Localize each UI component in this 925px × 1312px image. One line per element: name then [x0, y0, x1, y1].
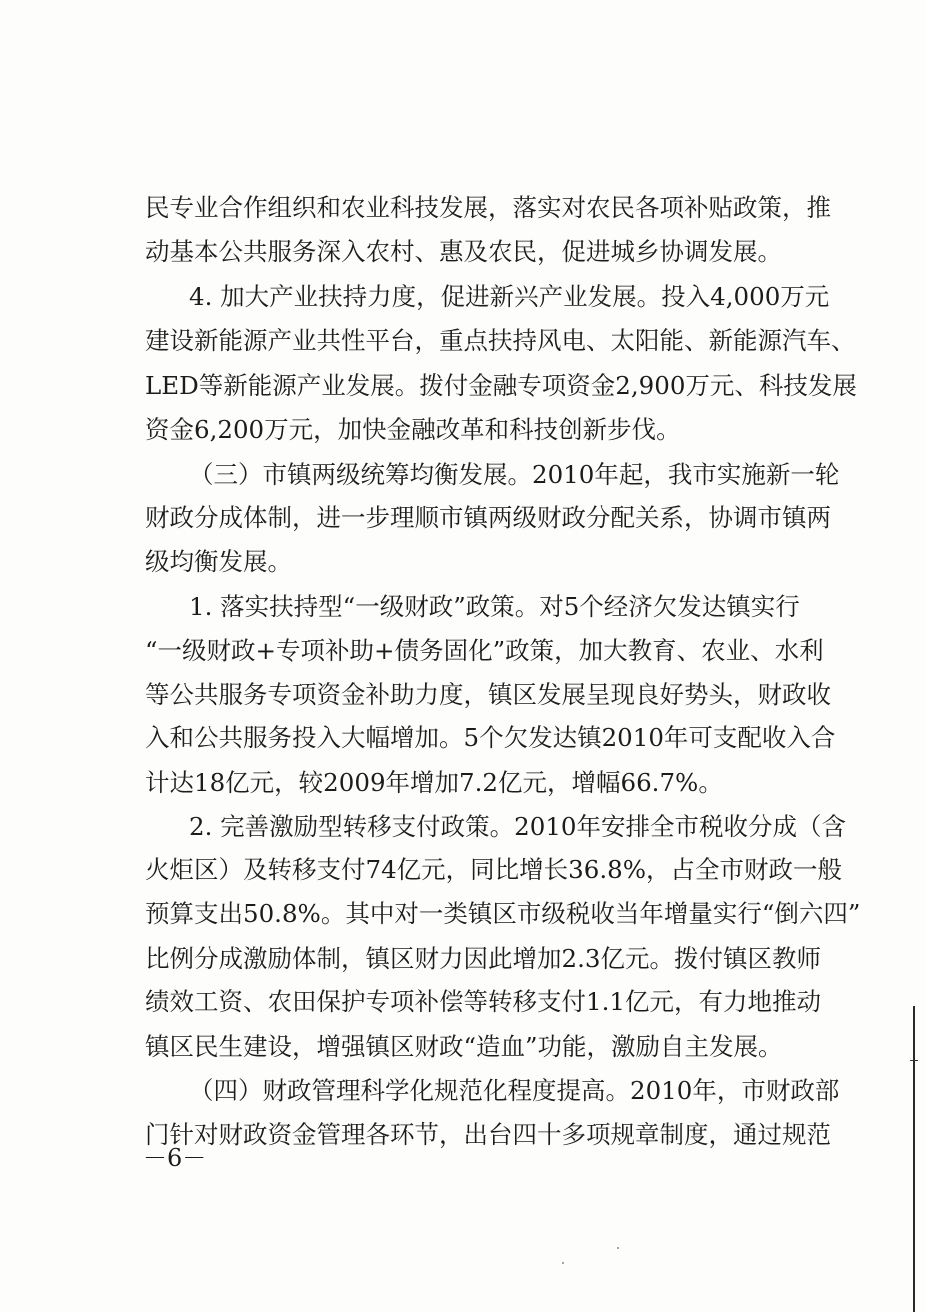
text-line-9: 级均衡发展。: [145, 547, 292, 576]
scan-edge-line: [913, 1006, 915, 1312]
text-line-17: 预算支出50.8%。其中对一类镇区市级税收当年增量实行“倒六四”: [145, 899, 861, 928]
text-line-11: “一级财政+专项补助+债务固化”政策，加大教育、农业、水利: [145, 636, 824, 665]
text-line-14: 计达18亿元，较2009年增加7.2亿元，增幅66.7%。: [145, 768, 723, 797]
text-line-19: 绩效工资、农田保护专项补偿等转移支付1.1亿元，有力地推动: [145, 987, 821, 1016]
text-line-22: 门针对财政资金管理各环节，出台四十多项规章制度，通过规范: [145, 1120, 831, 1149]
scan-edge-mark: [910, 1060, 918, 1061]
text-line-18: 比例分成激励体制，镇区财力因此增加2.3亿元。拨付镇区教师: [145, 944, 821, 973]
text-line-5: LED等新能源产业发展。拨付金融专项资金2,900万元、科技发展: [145, 371, 857, 400]
text-line-7: （三）市镇两级统筹均衡发展。2010年起，我市实施新一轮: [189, 460, 840, 489]
scan-speck: [617, 1247, 619, 1249]
text-line-1: 民专业合作组织和农业科技发展，落实对农民各项补贴政策，推: [145, 193, 831, 222]
text-line-2: 动基本公共服务深入农村、惠及农民，促进城乡协调发展。: [145, 237, 782, 266]
text-line-12: 等公共服务专项资金补助力度，镇区发展呈现良好势头，财政收: [145, 680, 831, 709]
text-line-16: 火炬区）及转移支付74亿元，同比增长36.8%，占全市财政一般: [145, 855, 843, 884]
scan-speck: [562, 1262, 564, 1264]
text-line-8: 财政分成体制，进一步理顺市镇两级财政分配关系，协调市镇两: [145, 503, 831, 532]
page-number: －6－: [143, 1144, 207, 1172]
text-line-3: 4. 加大产业扶持力度，促进新兴产业发展。投入4,000万元: [189, 282, 830, 311]
text-line-4: 建设新能源产业共性平台，重点扶持风电、太阳能、新能源汽车、: [145, 326, 856, 355]
text-line-10: 1. 落实扶持型“一级财政”政策。对5个经济欠发达镇实行: [189, 592, 800, 621]
text-line-6: 资金6,200万元，加快金融改革和科技创新步伐。: [145, 415, 681, 444]
text-line-21: （四）财政管理科学化规范化程度提高。2010年，市财政部: [189, 1076, 840, 1105]
text-line-13: 入和公共服务投入大幅增加。5个欠发达镇2010年可支配收入合: [145, 723, 836, 752]
text-line-15: 2. 完善激励型转移支付政策。2010年安排全市税收分成（含: [189, 812, 847, 841]
text-line-20: 镇区民生建设，增强镇区财政“造血”功能，激励自主发展。: [145, 1032, 783, 1061]
